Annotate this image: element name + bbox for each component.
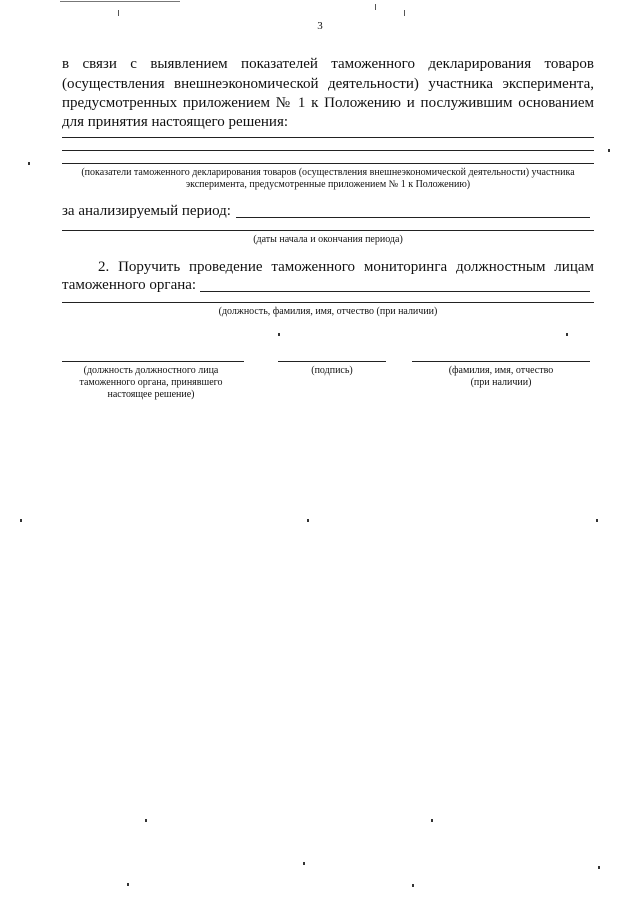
- period-fill-line-1: [236, 217, 590, 218]
- signature-position-caption-2: таможенного органа, принявшего: [79, 377, 223, 388]
- period-label: за анализируемый период:: [62, 203, 231, 219]
- scan-tick-top-1: [118, 10, 119, 16]
- scan-speck: [608, 149, 610, 152]
- scan-speck: [598, 866, 600, 869]
- intro-line-1: в связи с выявлением показателей таможенного декларирования товаров: [62, 56, 594, 72]
- signature-sign-caption: (подпись): [311, 365, 353, 376]
- scan-speck: [596, 519, 598, 522]
- scan-speck: [566, 333, 568, 336]
- scan-speck: [307, 519, 309, 522]
- signature-position-caption-3: настоящее решение): [107, 389, 195, 400]
- signature-name-line: [412, 361, 590, 362]
- signature-position-caption-1: (должность должностного лица: [83, 365, 219, 376]
- scan-speck: [431, 819, 433, 822]
- signature-name-caption-2: (при наличии): [470, 377, 532, 388]
- item2-fill-line-2: [62, 302, 594, 303]
- scan-speck: [28, 162, 30, 165]
- intro-line-3: предусмотренных приложением № 1 к Положению и послужившим основанием: [62, 95, 594, 111]
- page-number: 3: [317, 20, 323, 32]
- scan-top-edge: [60, 1, 180, 2]
- item2-fill-line-1: [200, 291, 590, 292]
- indicators-fill-line-2: [62, 150, 594, 151]
- scan-speck: [20, 519, 22, 522]
- indicators-fill-line-1: [62, 137, 594, 138]
- scan-speck: [303, 862, 305, 865]
- item2-caption: (должность, фамилия, имя, отчество (при наличии): [218, 306, 438, 317]
- period-fill-line-2: [62, 230, 594, 231]
- scan-speck: [278, 333, 280, 336]
- scan-tick-top-3: [404, 10, 405, 16]
- intro-line-2: (осуществления внешнеэкономической деятельности) участника эксперимента,: [62, 76, 594, 92]
- signature-position-line: [62, 361, 244, 362]
- indicators-caption-line-1: (показатели таможенного декларирования товаров (осуществления внешнеэкономической деятельности) участника: [81, 167, 575, 178]
- signature-sign-line: [278, 361, 386, 362]
- scan-speck: [412, 884, 414, 887]
- scan-speck: [127, 883, 129, 886]
- period-caption: (даты начала и окончания периода): [253, 234, 403, 245]
- item2-label: таможенного органа:: [62, 277, 197, 293]
- item2-line-1: 2. Поручить проведение таможенного мониторинга должностным лицам: [98, 259, 594, 275]
- scan-speck: [145, 819, 147, 822]
- indicators-fill-line-3: [62, 163, 594, 164]
- scan-tick-top-2: [375, 4, 376, 10]
- intro-line-4: для принятия настоящего решения:: [62, 114, 289, 130]
- indicators-caption-line-2: эксперимента, предусмотренные приложением № 1 к Положению): [185, 179, 471, 190]
- signature-name-caption-1: (фамилия, имя, отчество: [448, 365, 554, 376]
